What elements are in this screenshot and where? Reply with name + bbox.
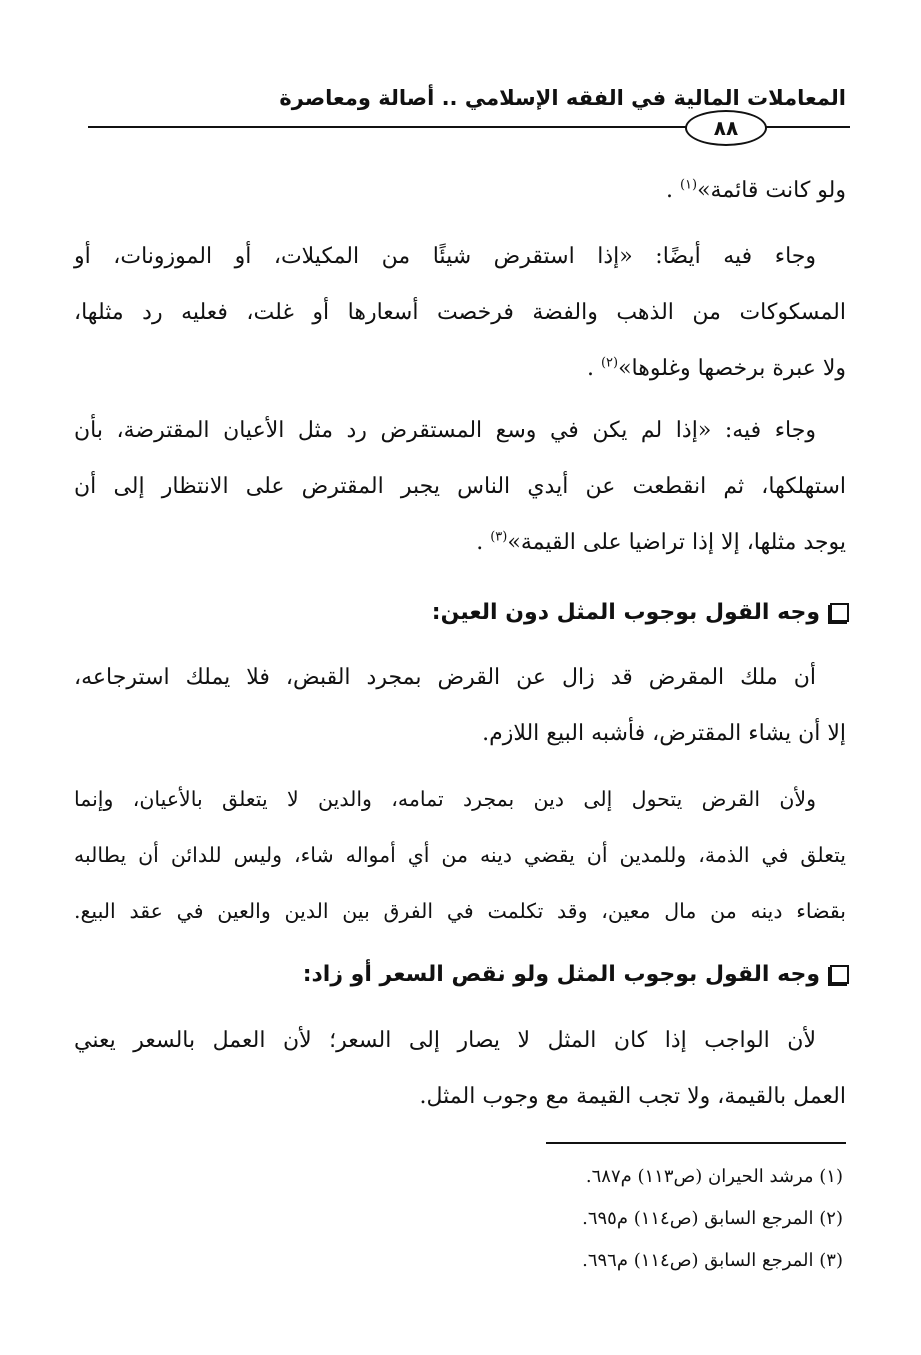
paragraph-4-line-1: أن ملك المقرض قد زال عن القرض بمجرد القبض، فلا يملك استرجاعه، (74, 665, 816, 690)
paragraph-5-line-3: بقضاء دينه من مال معين، وقد تكلمت في الفرق بين الدين والعين في عقد البيع. (74, 899, 846, 923)
paragraph-6-line-1: لأن الواجب إذا كان المثل لا يصار إلى السعر؛ لأن العمل بالسعر يعني (74, 1028, 816, 1053)
running-header-title: المعاملات المالية في الفقه الإسلامي .. أصالة ومعاصرة (279, 86, 846, 110)
paragraph-3-line-2: استهلكها، ثم انقطعت عن أيدي الناس يجبر المقترض على الانتظار إلى أن (74, 474, 846, 499)
paragraph-5 (74, 771, 846, 939)
footnote-ref-1: (١) (679, 177, 698, 193)
footnote-separator (546, 1142, 846, 1144)
section-heading-2 (303, 962, 849, 987)
paragraph-2-line-2: المسكوكات من الذهب والفضة فرخصت أسعارها أو غلت، فعليه رد مثلها، (74, 300, 846, 325)
paragraph-1-line: ولو كانت قائمة»$^{(١)}$ . (665, 177, 846, 203)
footnote-3: (٣) المرجع السابق (ص١١٤) م٦٩٦. (582, 1250, 843, 1271)
paragraph-6 (74, 1013, 846, 1125)
footnote-ref-3: (٣) (490, 529, 508, 545)
page-number-oval (685, 110, 767, 146)
paragraph-4 (74, 650, 846, 762)
section-heading-1-text: وجه القول بوجوب المثل دون العين: (431, 600, 820, 625)
footnote-2: (٢) المرجع السابق (ص١١٤) م٦٩٥. (582, 1208, 843, 1229)
paragraph-1 (74, 163, 846, 219)
footnote-ref-2: (٢) (600, 355, 619, 371)
paragraph-2-line-3: ولا عبرة برخصها وغلوها»$^{(٢)}$ . (586, 355, 846, 381)
paragraph-6-line-2: العمل بالقيمة، ولا تجب القيمة مع وجوب المثل. (419, 1084, 846, 1109)
paragraph-3-line-1: وجاء فيه: «إذا لم يكن في وسع المستقرض رد مثل الأعيان المقترضة، بأن (74, 418, 816, 443)
paragraph-2-line-1: وجاء فيه أيضًا: «إذا استقرض شيئًا من المكيلات، أو الموزونات، أو (74, 244, 816, 269)
page-number: ٨٨ (713, 116, 739, 140)
paragraph-2 (74, 229, 846, 397)
paragraph-5-line-1: ولأن القرض يتحول إلى دين بمجرد تمامه، والدين لا يتعلق بالأعيان، وإنما (74, 787, 816, 811)
checkbox-bullet-icon (830, 603, 849, 622)
paragraph-3 (74, 403, 846, 571)
checkbox-bullet-icon (830, 965, 849, 984)
paragraph-3-line-3: يوجد مثلها، إلا إذا تراضيا على القيمة»$^{(٣)}$ . (476, 529, 846, 555)
paragraph-4-line-2: إلا أن يشاء المقترض، فأشبه البيع اللازم. (482, 721, 846, 746)
section-heading-2-text: وجه القول بوجوب المثل ولو نقص السعر أو زاد: (302, 962, 820, 987)
paragraph-5-line-2: يتعلق في الذمة، وللمدين أن يقضي دينه من أي أمواله شاء، وليس للدائن أن يطالبه (74, 843, 846, 867)
footnote-1: (١) مرشد الحيران (ص١١٣) م٦٨٧. (585, 1166, 843, 1187)
section-heading-1 (432, 600, 849, 625)
